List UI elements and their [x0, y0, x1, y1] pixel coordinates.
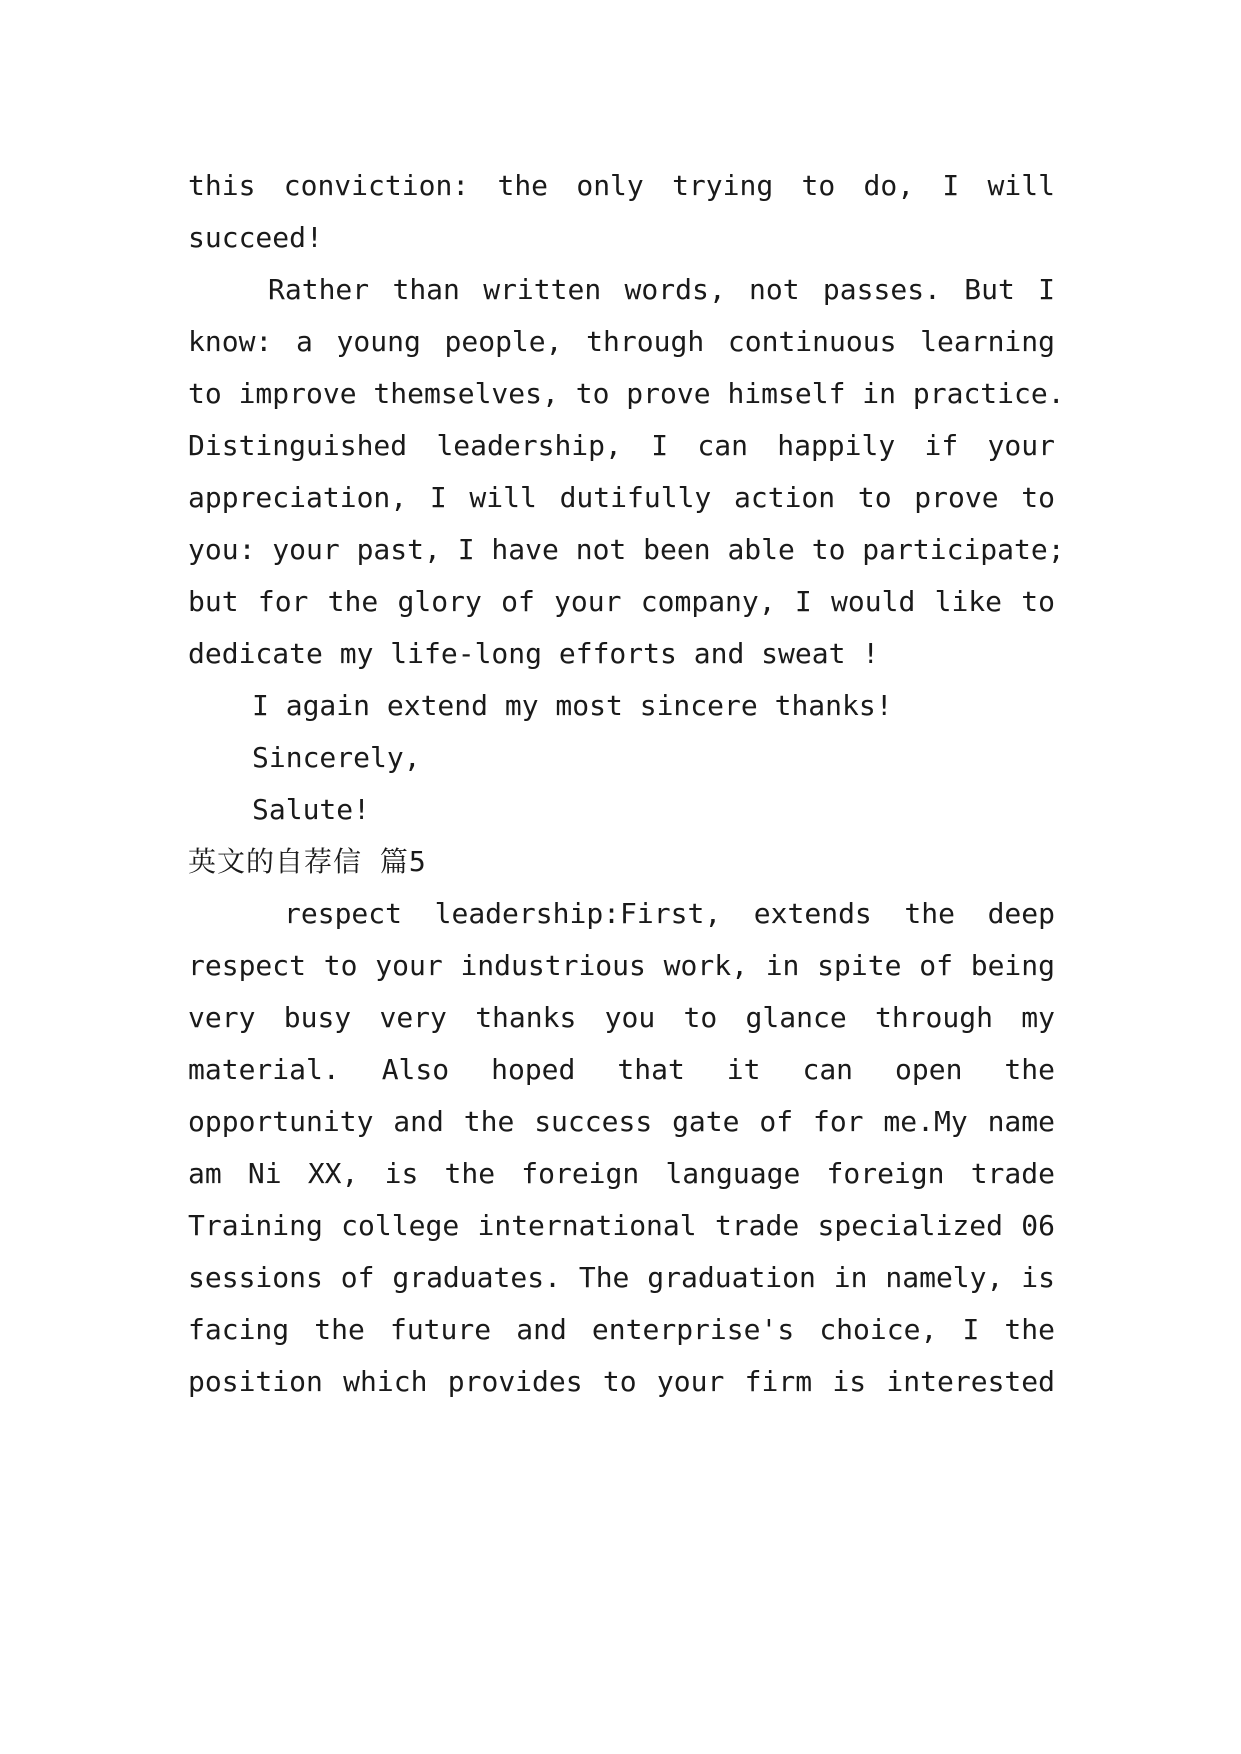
text-line: opportunity and the success gate of for me.My name: [188, 1105, 1055, 1138]
text-line: appreciation, I will dutifully action to prove to: [188, 481, 1055, 514]
text-line: dedicate my life-long efforts and sweat !: [188, 637, 880, 670]
text-line: but for the glory of your company, I would like to: [188, 585, 1055, 618]
text-line: succeed!: [188, 221, 323, 254]
paragraph-first-line: Rather than written words, not passes. But I: [268, 273, 1055, 306]
text-line: this conviction: the only trying to do, I will: [188, 169, 1055, 202]
text-line: know: a young people, through continuous learning: [188, 325, 1055, 358]
text-line: Distinguished leadership, I can happily if your: [188, 429, 1055, 462]
closing-sincerely: Sincerely,: [252, 741, 421, 774]
text-line: very busy very thanks you to glance through my: [188, 1001, 1055, 1034]
closing-salute: Salute!: [252, 793, 371, 826]
text-line: material. Also hoped that it can open the: [188, 1053, 1055, 1086]
section-heading: 英文的自荐信 篇5: [188, 845, 427, 878]
text-line: respect to your industrious work, in spite of being: [188, 949, 1055, 982]
text-line: position which provides to your firm is interested: [188, 1365, 1055, 1398]
text-line: sessions of graduates. The graduation in namely, is: [188, 1261, 1055, 1294]
text-line: am Ni XX, is the foreign language foreign trade: [188, 1157, 1055, 1190]
closing-thanks: I again extend my most sincere thanks!: [252, 689, 893, 722]
text-line: you: your past, I have not been able to participate;: [188, 533, 1065, 566]
text-line: Training college international trade specialized 06: [188, 1209, 1055, 1242]
text-line: facing the future and enterprise's choice, I the: [188, 1313, 1055, 1346]
text-line: to improve themselves, to prove himself in practice.: [188, 377, 1065, 410]
paragraph-first-line: respect leadership:First, extends the deep: [284, 897, 1055, 930]
